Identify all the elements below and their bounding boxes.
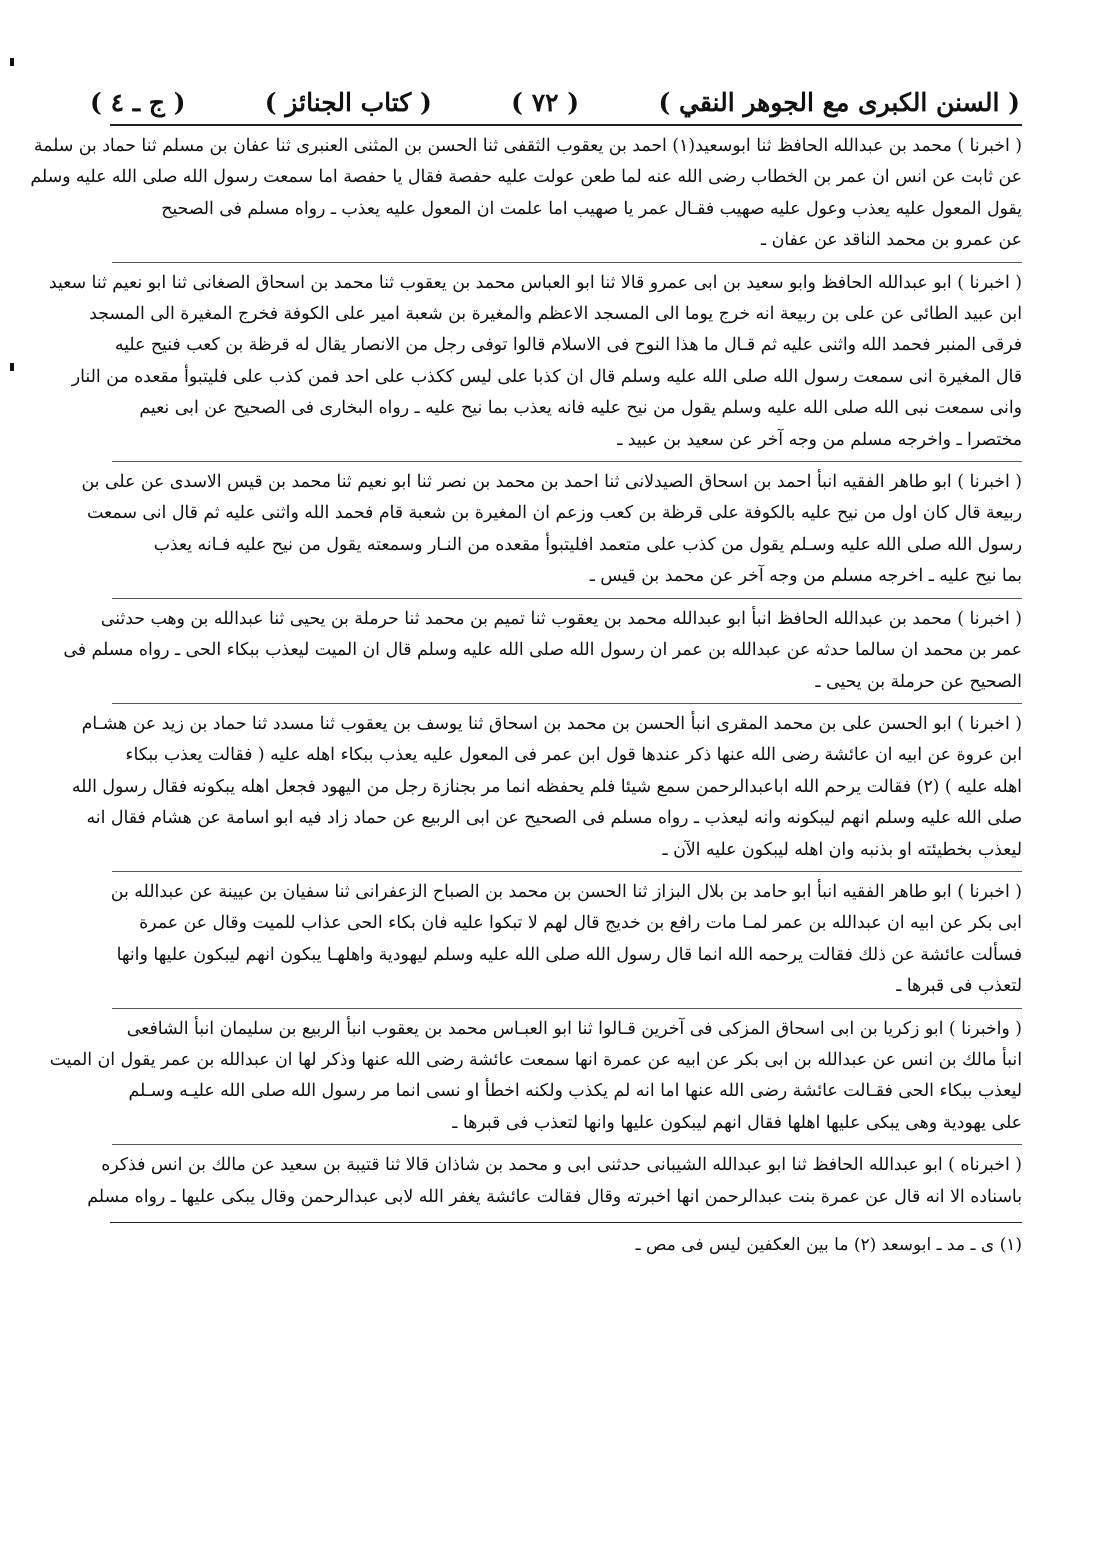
text-line: مختصرا ـ واخرجه مسلم من وجه آخر عن سعيد بن عبيد ـ bbox=[617, 429, 1022, 450]
footnote: (١) ى ـ مد ـ ابوسعد (٢) ما بين العكفين ليس فى مص ـ bbox=[635, 1235, 1022, 1255]
hadith-paragraph bbox=[63, 601, 1022, 704]
hadith-paragraph bbox=[48, 265, 1022, 462]
text-line: عن عمرو بن محمد الناقد عن عفان ـ bbox=[761, 230, 1022, 251]
text-line: ( اخبرنا ) ابو عبدالله الحافظ وابو سعيد بن ابى عمرو قالا ثنا ابو العباس محمد بن يعقوب ثنا محمد بن اسحاق الصغانى ثنا ابو نعيم ثنا سعيد bbox=[48, 272, 1022, 293]
hadith-paragraph bbox=[112, 874, 1022, 1009]
text-line: ( اخبرنا ) محمد بن عبدالله الحافظ ثنا ابوسعيد(١) احمد بن يعقوب الثقفى ثنا الحسن بن المثنى العنبرى ثنا عفان بن مسلم ثنا حماد بن سلمة bbox=[33, 136, 1022, 156]
text-line: عمر بن محمد ان سالما حدثه عن عبدالله بن عمر ان رسول الله صلى الله عليه وسلم قال ان الميت ليعذب ببكاء الحى ـ رواه مسلم فى bbox=[63, 640, 1022, 661]
hadith-paragraph bbox=[71, 706, 1022, 872]
text-line: ( اخبرنا ) محمد بن عبدالله الحافظ انبأ ابو عبدالله محمد بن يعقوب ثنا تميم بن محمد ثنا حرملة بن يحيى ثنا عبدالله بن وهب حدثنى bbox=[100, 608, 1022, 629]
text-line: وانى سمعت نبى الله صلى الله عليه وسلم يقول من نيح عليه فانه يعذب بما نيح عليه ـ رواه البخارى فى الصحيح عن ابى نعيم bbox=[139, 398, 1022, 419]
main-text bbox=[30, 128, 1022, 1218]
hadith-paragraph bbox=[81, 464, 1022, 599]
running-header bbox=[60, 88, 1060, 124]
page bbox=[30, 88, 1060, 1255]
text-line: ابن عروة عن ابيه ان عائشة رضى الله عنها ذكر عندها قول ابن عمر فى المعول عليه يعذب ببكاء اهله عليه ( فقالت يعذب ببكاء bbox=[125, 745, 1022, 766]
hadith-paragraph bbox=[87, 1147, 1022, 1218]
text-line: ابن عبيد الطائى عن على بن ربيعة انه خرج يوما الى المسجد الاعظم والمغيرة بن شعبة امير على الكوفة فخرج المغيرة الى المسجد bbox=[89, 304, 1022, 325]
text-line: يقول المعول عليه يعذب وعول عليه صهيب فقـال عمر يا صهيب اما علمت ان المعول عليه يعذب ـ رواه مسلم فى الصحيح bbox=[161, 198, 1022, 219]
text-line: انبأ مالك بن انس عن عبدالله بن ابى بكر عن ابيه عن عمرة انها سمعت عائشة رضى الله عنها وذكر لها ان عبدالله بن عمر يقول ان الميت bbox=[49, 1049, 1022, 1070]
header-rule bbox=[110, 124, 1022, 126]
text-line: عن ثابت عن انس ان عمر بن الخطاب رضى الله عنه لما طعن عولت عليه حفصة فقال يا حفصة اما سمعت رسول الله صلى الله عليه وسلم bbox=[30, 167, 1022, 188]
text-line: ( اخبرناه ) ابو عبدالله الحافظ ثنا ابو عبدالله الشيبانى حدثنى ابى و محمد بن شاذان قالا ثنا قتيبة بن سعيد عن مالك بن انس فذكره bbox=[101, 1155, 1022, 1176]
chapter-title: ( كتاب الجنائز ) bbox=[264, 88, 432, 117]
text-line: صلى الله عليه وسلم انهم ليبكونه وانه ليعذب ـ رواه مسلم فى الصحيح عن ابى الربيع عن حماد زاد فيه ابو اسامة عن هشام فقال انه bbox=[86, 808, 1022, 829]
text-line: فرقى المنبر فحمد الله واثنى عليه ثم قـال ما هذا النوح فى الاسلام قالوا توفى رجل من الانصار يقال له قرظة بن كعب فنيح عليه bbox=[114, 335, 1022, 356]
text-line: على يهودية وهى يبكى عليها اهلها فقال انهم ليبكون عليها وانها لتعذب فى قبرها ـ bbox=[452, 1112, 1022, 1133]
text-line: اهله عليه ) (٢) فقالت يرحم الله اباعبدالرحمن سمع شيئا فلم يحفظه انما مر بجنازة رجل من اليهود فجعل اهله يبكونه فقال رسول الله bbox=[71, 776, 1022, 797]
scan-mark bbox=[10, 363, 14, 371]
text-line: لتعذب فى قبرها ـ bbox=[896, 976, 1022, 997]
volume-number: ( ج ـ ٤ ) bbox=[90, 88, 186, 117]
scan-mark bbox=[10, 58, 14, 66]
text-line: ابى بكر عن ابيه ان عبدالله بن عمر لمـا مات رافع بن خديج قال لهم لا تبكوا عليه فان بكاء الحى عذاب للميت وقال عن عمرة bbox=[139, 913, 1022, 934]
hadith-paragraph bbox=[30, 128, 1022, 263]
page-number: ( ٧٢ ) bbox=[511, 88, 580, 117]
text-line: ( واخبرنا ) ابو زكريا بن ابى اسحاق المزكى فى آخرين قـالوا ثنا ابو العبـاس محمد بن يعقوب انبأ الربيع بن سليمان انبأ الشافعى bbox=[126, 1018, 1022, 1039]
text-line: فسألت عائشة عن ذلك فقالت يرحمه الله انما قال رسول الله صلى الله عليه وسلم ليهودية واهلهـا يبكون انهم ليبكون عليها وانها bbox=[116, 944, 1022, 965]
text-line: قال المغيرة انى سمعت رسول الله صلى الله عليه وسلم قال ان كذبا على ليس ككذب على احد فمن كذب على فليتبوأ مقعده من النار bbox=[71, 366, 1022, 387]
text-line: بما نيح عليه ـ اخرجه مسلم من وجه آخر عن محمد بن قيس ـ bbox=[589, 566, 1022, 587]
text-line: ليعذب بخطيئته او بذنبه وان اهله ليبكون عليه الآن ـ bbox=[662, 839, 1022, 860]
book-title: ( السنن الكبرى مع الجوهر النقي ) bbox=[658, 88, 1020, 117]
text-line: ربيعة قال كان اول من نيح عليه بالكوفة على قرظة بن كعب وزعم ان المغيرة بن شعبة قام فحمد الله واثنى عليه ثم قال انى سمعت bbox=[87, 503, 1022, 524]
text-line: ( اخبرنا ) ابو طاهر الفقيه انبأ ابو حامد بن بلال البزاز ثنا الحسن بن محمد بن الصباح الزعفرانى ثنا سفيان بن عيينة عن عبدالله بن bbox=[110, 881, 1022, 902]
text-line: رسول الله صلى الله عليه وسـلم يقول من كذب على متعمد افليتبوأ مقعده من النـار وسمعته يقول من نيح عليه فـانه يعذب bbox=[153, 534, 1022, 555]
text-line: الصحيح عن حرملة بن يحيى ـ bbox=[815, 671, 1022, 692]
text-line: ( اخبرنا ) ابو طاهر الفقيه انبأ احمد بن اسحاق الصيدلانى ثنا احمد بن محمد بن نصر ثنا ابو نعيم ثنا محمد بن قيس الاسدى عن على بن bbox=[81, 472, 1022, 493]
text-line: ليعذب ببكاء الحى فقـالت عائشة رضى الله عنها اما انه لم يكذب ولكنه اخطأ او نسى انما مر رسول الله صلى الله عليـه وسـلم bbox=[128, 1081, 1022, 1102]
text-line: ( اخبرنا ) ابو الحسن على بن محمد المقرى انبأ الحسن بن محمد بن اسحاق ثنا يوسف بن يعقوب ثنا مسدد ثنا حماد بن زيد عن هشـام bbox=[81, 713, 1022, 734]
hadith-paragraph bbox=[49, 1011, 1022, 1146]
text-line: باسناده الا انه قال عن عمرة بنت عبدالرحمن انها اخبرته وقال فقالت عائشة يغفر الله لابى عبدالرحمن وقال يبكى عليها ـ رواه مسلم bbox=[87, 1186, 1022, 1207]
